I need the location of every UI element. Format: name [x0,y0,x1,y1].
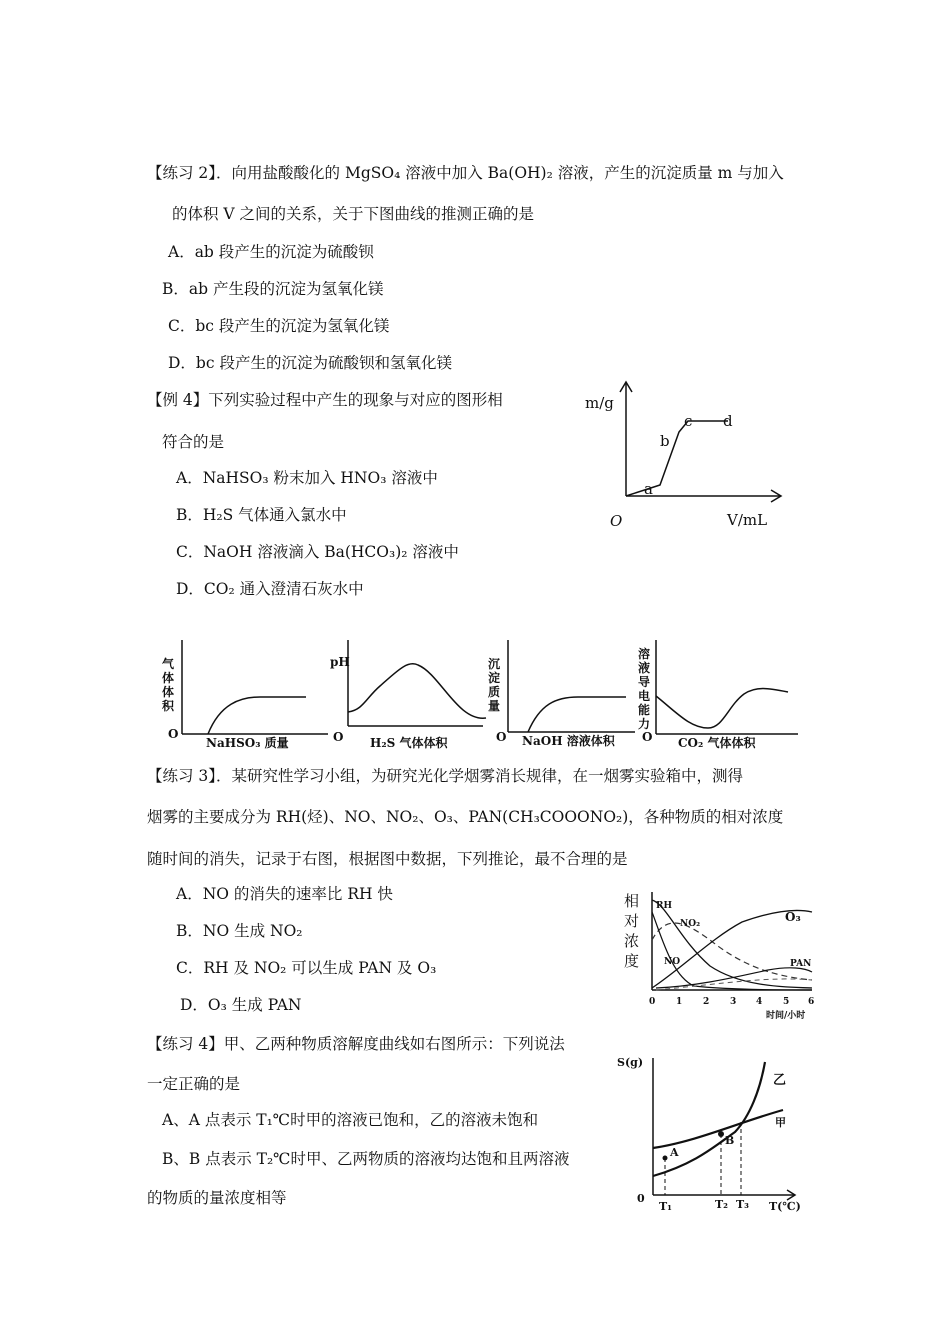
graph3-curve [528,697,626,732]
xlabel: 时间/小时 [766,1011,806,1021]
y-label: m/g [585,394,614,412]
pr4-option-a: A、A 点表示 T₁℃时甲的溶液已饱和，乙的溶液未饱和 [162,1111,539,1129]
pr4-option-b-line1: B、B 点表示 T₂℃时甲、乙两物质的溶液均达饱和且两溶液 [162,1150,570,1168]
ex2-option-d: D．bc 段产生的沉淀为硫酸钡和氢氧化镁 [168,354,452,372]
figure-solubility [615,1050,815,1215]
graph2-origin: O [333,730,344,744]
pr3-question-line1: 【练习 3】．某研究性学习小组，为研究光化学烟雾消长规律，在一烟雾实验箱中，测得 [147,767,744,785]
graph4-ylabel-6: 力 [638,717,651,731]
graph1-xlabel: NaHSO₃ 质量 [206,736,289,750]
ex4-option-c: C．NaOH 溶液滴入 Ba(HCO₃)₂ 溶液中 [176,543,459,561]
label-NO2: NO₂ [680,919,701,929]
ex4-question-line2: 符合的是 [162,433,225,451]
graph4-xlabel: CO₂ 气体体积 [678,736,756,750]
ex4-option-b: B．H₂S 气体通入氯水中 [176,506,347,524]
graph4-curve [656,689,788,729]
pr4-question-line2: 一定正确的是 [147,1075,241,1093]
graph3-ylabel-1: 沉 [488,657,501,671]
ylabel-2: 对 [624,912,640,930]
graph1-ylabel-4: 积 [162,699,175,713]
curve-jia-label: 甲 [775,1116,786,1129]
graph3-ylabel-2: 淀 [488,671,501,685]
graph4-ylabel-3: 导 [638,675,651,689]
ylabel-4: 度 [624,952,640,970]
ex4-option-a: A．NaHSO₃ 粉末加入 HNO₃ 溶液中 [176,469,438,487]
ex2-option-a: A．ab 段产生的沉淀为硫酸钡 [168,243,374,261]
t3-label: T₃ [736,1198,750,1211]
pr4-option-b-line2: 的物质的量浓度相等 [147,1189,287,1207]
ex4-option-d: D．CO₂ 通入澄清石灰水中 [176,580,364,598]
tick-4: 4 [756,997,763,1007]
graph1-curve [208,697,306,734]
graph4-ylabel-5: 能 [638,703,651,717]
t2-label: T₂ [715,1198,729,1211]
figure-mass-volume [580,378,790,533]
graph3-origin: O [496,730,507,744]
ex2-option-b: B．ab 产生段的沉淀为氢氧化镁 [162,280,384,298]
pr3-option-a: A．NO 的消失的速率比 RH 快 [176,885,393,903]
figure-four-graphs [148,632,808,754]
tick-5: 5 [783,997,790,1007]
ex2-question-line1: 【练习 2】．向用盐酸酸化的 MgSO₄ 溶液中加入 Ba(OH)₂ 溶液，产生的沉淀质量 m 与加入 [147,164,784,182]
ylabel-1: 相 [624,892,640,910]
graph4-origin: O [642,730,653,744]
pr4-question-line1: 【练习 4】甲、乙两种物质溶解度曲线如右图所示：下列说法 [147,1035,565,1053]
ex4-question-line1: 【例 4】下列实验过程中产生的现象与对应的图形相 [147,391,503,409]
curve-yi-label: 乙 [773,1073,787,1088]
point-b-label: b [660,432,670,450]
ylabel-3: 浓 [624,932,640,950]
curve-jia [653,1110,783,1148]
pr3-option-d: D．O₃ 生成 PAN [180,996,302,1014]
graph1-ylabel-3: 体 [162,685,175,699]
graph2-xlabel: H₂S 气体体积 [370,736,448,750]
tick-1: 1 [676,997,683,1007]
tick-2: 2 [703,997,710,1007]
label-PAN: PAN [790,959,812,969]
point-B-label: B [725,1134,735,1147]
graph4-ylabel-1: 溶 [638,647,651,661]
label-NO: NO [664,957,681,967]
tick-6: 6 [808,997,815,1007]
ex2-option-c: C．bc 段产生的沉淀为氢氧化镁 [168,317,390,335]
curve-PAN [656,968,812,988]
ylabel: S(g) [617,1056,644,1069]
point-a-label: a [644,480,653,498]
point-B [718,1131,724,1137]
point-d-label: d [723,412,733,430]
graph2-curve [348,664,486,719]
pr3-question-line3: 随时间的消失，记录于右图，根据图中数据，下列推论，最不合理的是 [147,850,628,868]
graph1-origin: O [168,727,179,741]
graph4-ylabel-2: 液 [638,661,651,675]
label-O3: O₃ [785,910,801,924]
t1-label: T₁ [659,1200,673,1213]
graph1-ylabel-1: 气 [162,657,175,671]
ex2-question-line2: 的体积 V 之间的关系，关于下图曲线的推测正确的是 [172,205,535,223]
curve-abcd [626,421,728,496]
x-label: V/mL [727,511,768,529]
graph3-xlabel: NaOH 溶液体积 [522,734,615,748]
figure-smog-concentration [620,888,820,1028]
graph1-ylabel-2: 体 [162,671,175,685]
point-A-label: A [670,1146,679,1159]
graph3-ylabel-4: 量 [488,699,501,713]
curve-NO2 [652,923,812,980]
graph3-ylabel-3: 质 [488,685,501,699]
origin-label: 0 [637,1192,645,1205]
tick-3: 3 [730,997,737,1007]
tick-0: 0 [649,997,656,1007]
pr3-option-c: C．RH 及 NO₂ 可以生成 PAN 及 O₃ [176,959,437,977]
pr3-option-b: B．NO 生成 NO₂ [176,922,303,940]
pr3-question-line2: 烟雾的主要成分为 RH(烃)、NO、NO₂、O₃、PAN(CH₃COOONO₂)，各种物质的相对浓度 [147,808,784,826]
graph2-ylabel: pH [330,655,350,669]
xlabel: T(℃) [769,1200,801,1213]
graph4-ylabel-4: 电 [638,689,651,703]
label-RH: RH [656,901,672,911]
point-A [663,1156,668,1161]
point-c-label: c [684,412,693,430]
origin-label: O [610,512,623,530]
